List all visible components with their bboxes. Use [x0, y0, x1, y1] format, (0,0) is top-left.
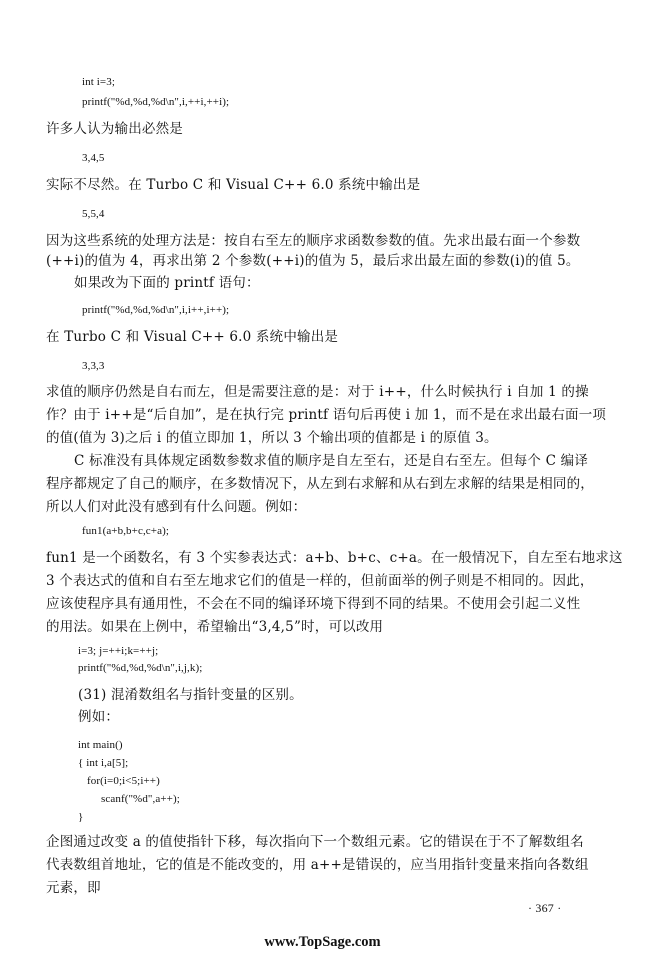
code-line: int i=3; — [82, 76, 115, 88]
paragraph-line: 实际不尽然。在 Turbo C 和 Visual C++ 6.0 系统中输出是 — [46, 177, 421, 193]
paragraph-line: C 标准没有具体规定函数参数求值的顺序是自左至右，还是自右至左。但每个 C 编译 — [74, 453, 589, 469]
paragraph-line: 程序都规定了自己的顺序，在多数情况下，从左到右求解和从右到左求解的结果是相同的， — [46, 476, 594, 492]
paragraph-line: 在 Turbo C 和 Visual C++ 6.0 系统中输出是 — [46, 329, 339, 345]
code-line: fun1(a+b,b+c,c+a); — [82, 525, 169, 537]
paragraph-line: 3 个表达式的值和自右至左地求它们的值是一样的，但前面举的例子则是不相同的。因此， — [46, 573, 594, 589]
code-line: printf("%d,%d,%d\n",i,++i,++i); — [82, 96, 230, 108]
code-line: i=3; j=++i;k=++j; — [78, 645, 159, 657]
paragraph-line: 应该使程序具有通用性，不会在不同的编译环境下得到不同的结果。不使用会引起二义性 — [46, 596, 581, 612]
paragraph-line: 元素，即 — [46, 880, 101, 896]
code-line: scanf("%d",a++); — [101, 793, 180, 805]
paragraph-line: 求值的顺序仍然是自右而左，但是需要注意的是：对于 i++，什么时候执行 i 自加 1 的操 — [46, 384, 589, 400]
paragraph-line: (++i)的值为 4，再求出第 2 个参数(++i)的值为 5，最后求出最左面的参数(i)的值 5。 — [46, 253, 580, 269]
code-line: printf("%d,%d,%d\n",i,j,k); — [78, 662, 203, 674]
paragraph-line: 企图通过改变 a 的值使指针下移，每次指向下一个数组元素。它的错误在于不了解数组名 — [46, 834, 584, 850]
paragraph-line: 作？由于 i++是“后自加”，是在执行完 printf 语句后再使 i 加 1，而不是在求出最右面一项 — [46, 407, 607, 423]
code-line: int main() — [78, 739, 123, 751]
website-footer: www.TopSage.com — [264, 934, 381, 950]
paragraph-line: 因为这些系统的处理方法是：按自右至左的顺序求函数参数的值。先求出最右面一个参数 — [46, 233, 581, 249]
output-line: 5,5,4 — [82, 208, 105, 220]
paragraph-line: 例如： — [78, 709, 120, 725]
page-number: · 367 · — [528, 901, 562, 915]
output-line: 3,3,3 — [82, 360, 105, 372]
section-heading: (31) 混淆数组名与指针变量的区别。 — [78, 687, 303, 703]
code-line: } — [78, 811, 84, 823]
paragraph-line: 所以人们对此没有感到有什么问题。例如： — [46, 499, 307, 515]
paragraph-line: fun1 是一个函数名，有 3 个实参表达式：a+b、b+c、c+a。在一般情况下，自左至右地求这 — [46, 550, 623, 566]
paragraph-line: 代表数组首地址，它的值是不能改变的，用 a++是错误的，应当用指针变量来指向各数组 — [46, 857, 589, 873]
paragraph-line: 的用法。如果在上例中，希望输出“3,4,5”时，可以改用 — [46, 619, 384, 635]
code-line: printf("%d,%d,%d\n",i,i++,i++); — [82, 304, 230, 316]
output-line: 3,4,5 — [82, 152, 105, 164]
paragraph-line: 的值(值为 3)之后 i 的值立即加 1，所以 3 个输出项的值都是 i 的原值 3。 — [46, 430, 498, 446]
paragraph-line: 许多人认为输出必然是 — [46, 121, 183, 137]
code-line: for(i=0;i<5;i++) — [87, 775, 160, 787]
paragraph-line: 如果改为下面的 printf 语句： — [74, 275, 260, 291]
code-line: { int i,a[5]; — [78, 757, 129, 769]
